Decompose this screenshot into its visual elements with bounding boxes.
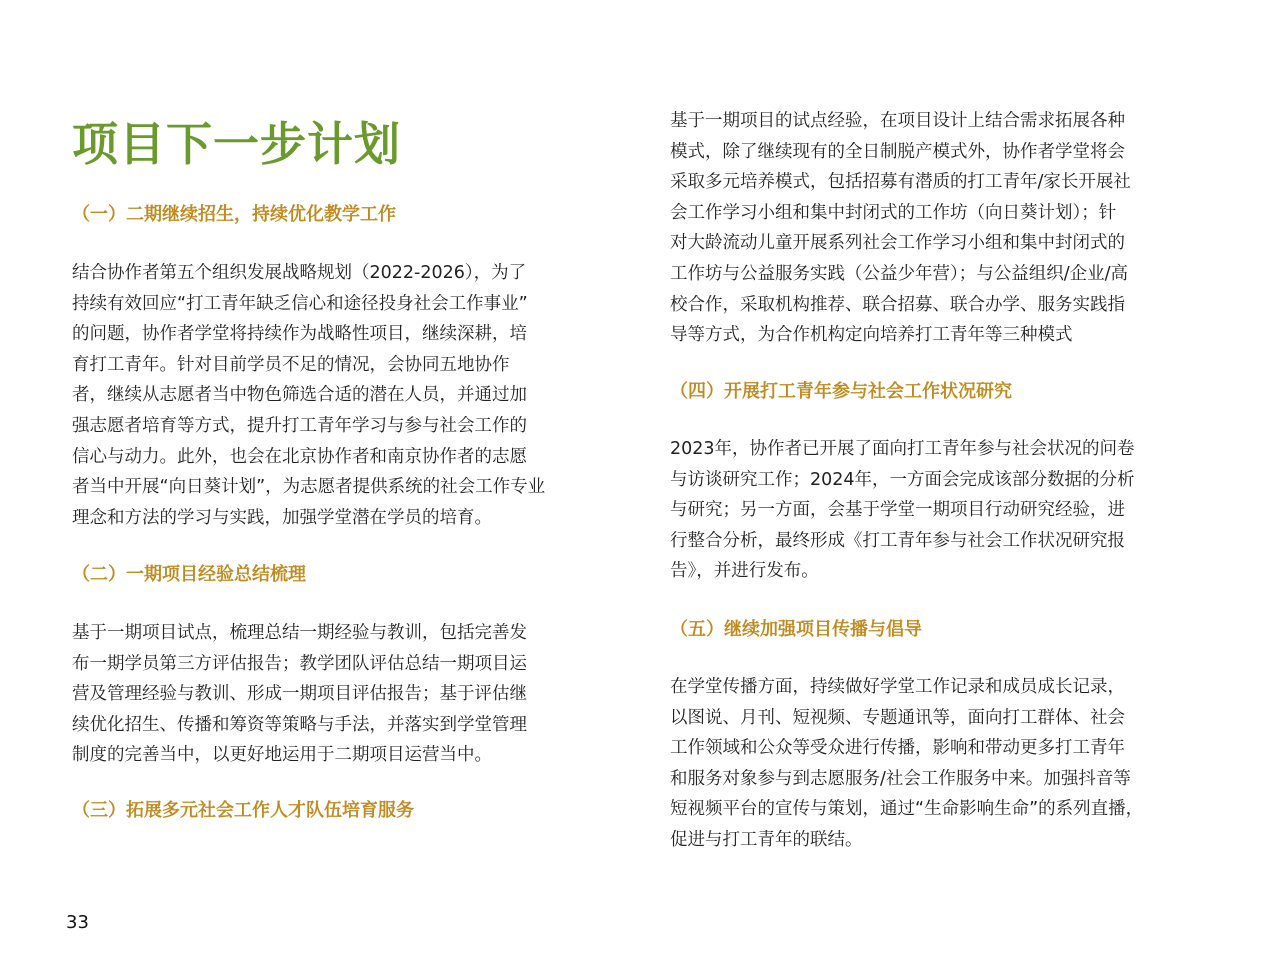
section-heading-5: （五）继续加强项目传播与倡导: [670, 619, 922, 640]
paragraph-line: 布一期学员第三方评估报告；教学团队评估总结一期项目运: [72, 653, 527, 674]
paragraph-line: 育打工青年。针对目前学员不足的情况，会协同五地协作: [72, 354, 510, 375]
paragraph-line: 强志愿者培育等方式，提升打工青年学习与参与社会工作的: [72, 415, 527, 436]
section-1-paragraph: [72, 258, 612, 533]
page-title: 项目下一步计划: [72, 117, 401, 171]
section-2-paragraph: [72, 618, 612, 771]
paragraph-line: 工作坊与公益服务实践（公益少年营）；与公益组织/企业/高: [670, 263, 1129, 284]
paragraph-line: 制度的完善当中，以更好地运用于二期项目运营当中。: [72, 745, 492, 766]
paragraph-line: 导等方式，为合作机构定向培养打工青年等三种模式: [670, 325, 1073, 346]
paragraph-line: 基于一期项目的试点经验，在项目设计上结合需求拓展各种: [670, 111, 1125, 131]
paragraph-line: 与研究；另一方面，会基于学堂一期项目行动研究经验，进: [670, 500, 1125, 521]
paragraph-line: 续优化招生、传播和筹资等策略与手法，并落实到学堂管理: [72, 714, 527, 735]
section-heading-3: （三）拓展多元社会工作人才队伍培育服务: [72, 800, 414, 821]
paragraph-line: 理念和方法的学习与实践，加强学堂潜在学员的培育。: [72, 507, 492, 528]
paragraph-line: 的问题，协作者学堂将持续作为战略性项目，继续深耕，培: [72, 324, 527, 345]
paragraph-line: 与访谈研究工作；2024年，一方面会完成该部分数据的分析: [670, 469, 1135, 490]
paragraph-line: 2023年，协作者已开展了面向打工青年参与社会状况的问卷: [670, 439, 1135, 459]
paragraph-line: 采取多元培养模式，包括招募有潜质的打工青年/家长开展社: [670, 172, 1131, 193]
paragraph-line: 行整合分析，最终形成《打工青年参与社会工作状况研究报: [670, 530, 1125, 551]
paragraph-line: 校合作，采取机构推荐、联合招募、联合办学、服务实践指: [670, 294, 1125, 315]
paragraph-line: 会工作学习小组和集中封闭式的工作坊（向日葵计划）；针: [670, 202, 1117, 223]
paragraph-line: 结合协作者第五个组织发展战略规划（2022-2026），为了: [72, 263, 527, 283]
section-heading-2: （二）一期项目经验总结梳理: [72, 564, 306, 585]
paragraph-line: 者，继续从志愿者当中物色筛选合适的潜在人员，并通过加: [72, 385, 527, 406]
paragraph-line: 营及管理经验与教训、形成一期项目评估报告；基于评估继: [72, 684, 527, 705]
paragraph-line: 在学堂传播方面，持续做好学堂工作记录和成员成长记录，: [670, 677, 1125, 697]
section-4-paragraph: [670, 434, 1210, 587]
paragraph-line: 短视频平台的宣传与策划，通过“生命影响生命”的系列直播，: [670, 799, 1144, 820]
section-heading-4: （四）开展打工青年参与社会工作状况研究: [670, 381, 1012, 402]
section-3-paragraph: [670, 106, 1210, 351]
paragraph-line: 持续有效回应“打工青年缺乏信心和途径投身社会工作事业”: [72, 293, 528, 314]
paragraph-line: 信心与动力。此外，也会在北京协作者和南京协作者的志愿: [72, 446, 527, 467]
paragraph-line: 基于一期项目试点，梳理总结一期经验与教训，包括完善发: [72, 623, 527, 643]
paragraph-line: 工作领域和公众等受众进行传播，影响和带动更多打工青年: [670, 738, 1125, 759]
paragraph-line: 对大龄流动儿童开展系列社会工作学习小组和集中封闭式的: [670, 233, 1125, 254]
paragraph-line: 模式，除了继续现有的全日制脱产模式外，协作者学堂将会: [670, 141, 1125, 162]
section-5-paragraph: [670, 672, 1210, 856]
section-heading-1: （一）二期继续招生，持续优化教学工作: [72, 204, 396, 225]
paragraph-line: 以图说、月刊、短视频、专题通讯等，面向打工群体、社会: [670, 707, 1125, 728]
paragraph-line: 促进与打工青年的联结。: [670, 829, 863, 850]
paragraph-line: 者当中开展“向日葵计划”，为志愿者提供系统的社会工作专业: [72, 477, 546, 498]
paragraph-line: 和服务对象参与到志愿服务/社会工作服务中来。加强抖音等: [670, 768, 1131, 789]
page-number: 33: [66, 912, 89, 933]
paragraph-line: 告》，并进行发布。: [670, 561, 819, 582]
